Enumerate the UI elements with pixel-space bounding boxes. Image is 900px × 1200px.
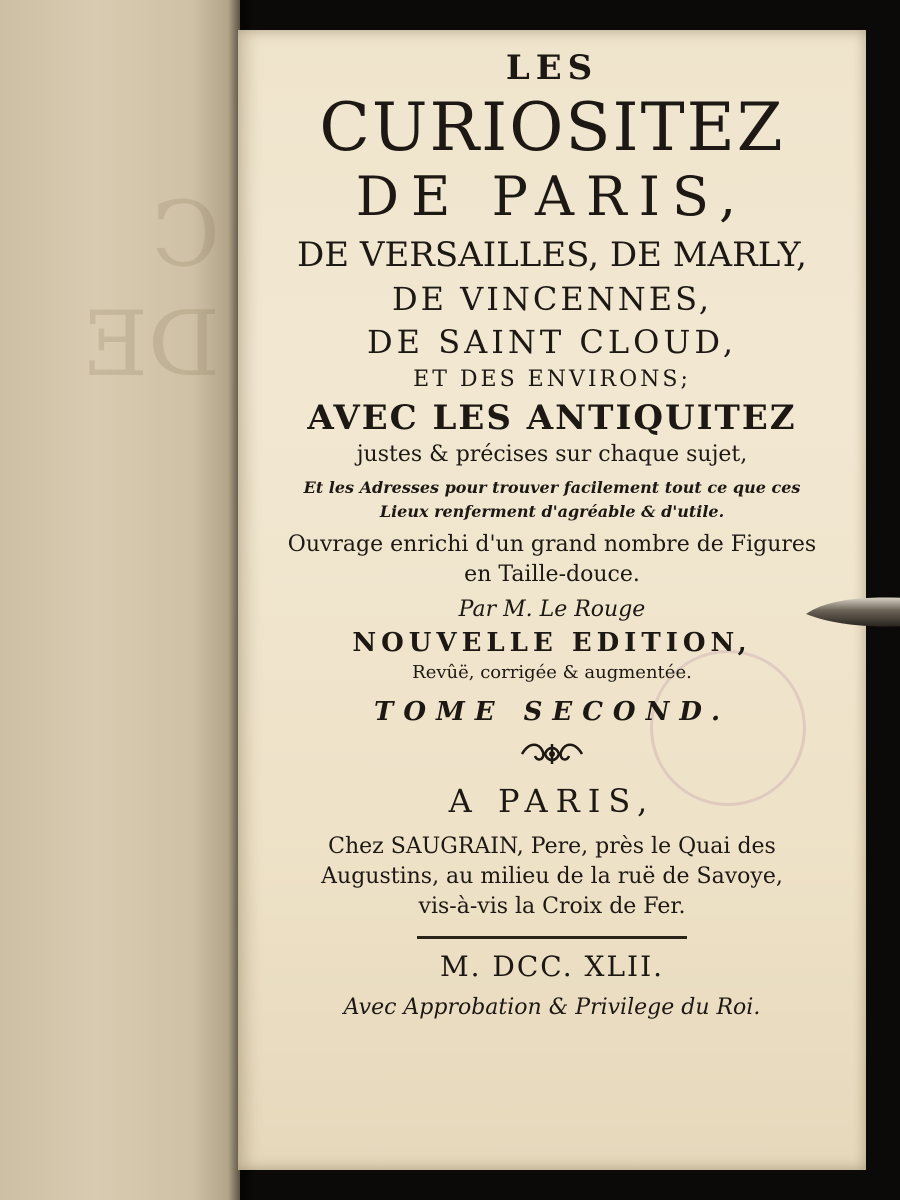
imprint-line-1: Chez SAUGRAIN, Pere, près le Quai des xyxy=(328,834,776,859)
title-line-antiquitez: AVEC LES ANTIQUITEZ xyxy=(307,398,797,438)
subtitle-line-justes: justes & précises sur chaque sujet, xyxy=(356,442,748,467)
imprint-line-2: Augustins, au milieu de la ruë de Savoye, xyxy=(321,864,783,889)
metal-page-pointer xyxy=(806,590,900,632)
imprint-line-3: vis-à-vis la Croix de Fer. xyxy=(418,894,686,919)
title-line-les: LES xyxy=(505,48,599,88)
edition-line: NOUVELLE EDITION, xyxy=(352,628,752,658)
privilege-line: Avec Approbation & Privilege du Roi. xyxy=(343,995,761,1020)
title-line-saint-cloud: DE SAINT CLOUD, xyxy=(367,323,737,361)
subtitle-line-ouvrage: Ouvrage enrichi d'un grand nombre de Figures xyxy=(287,532,817,557)
title-page-text xyxy=(238,40,866,1025)
imprint-rule xyxy=(417,936,687,939)
author-line: Par M. Le Rouge xyxy=(458,597,646,622)
bleed-through-text: C DE xyxy=(82,182,220,397)
subtitle-line-lieux: Lieux renferment d'agréable & d'utile. xyxy=(379,502,725,521)
title-line-curiositez: CURIOSITEZ xyxy=(319,89,785,166)
volume-line: TOME SECOND. xyxy=(373,697,731,727)
subtitle-line-adresses: Et les Adresses pour trouver facilement tout ce que ces xyxy=(303,478,801,497)
left-page xyxy=(0,0,240,1200)
subtitle-line-taille-douce: en Taille-douce. xyxy=(464,562,640,587)
title-line-vincennes: DE VINCENNES, xyxy=(391,280,713,318)
revision-line: Revûë, corrigée & augmentée. xyxy=(412,662,692,683)
imprint-date: M. DCC. XLII. xyxy=(439,950,665,983)
imprint-city: A PARIS, xyxy=(448,782,656,820)
title-line-versailles: DE VERSAILLES, DE MARLY, xyxy=(297,235,807,275)
title-line-de-paris: DE PARIS, xyxy=(355,165,749,228)
printer-ornament xyxy=(517,740,587,768)
title-line-environs: ET DES ENVIRONS; xyxy=(413,367,691,392)
